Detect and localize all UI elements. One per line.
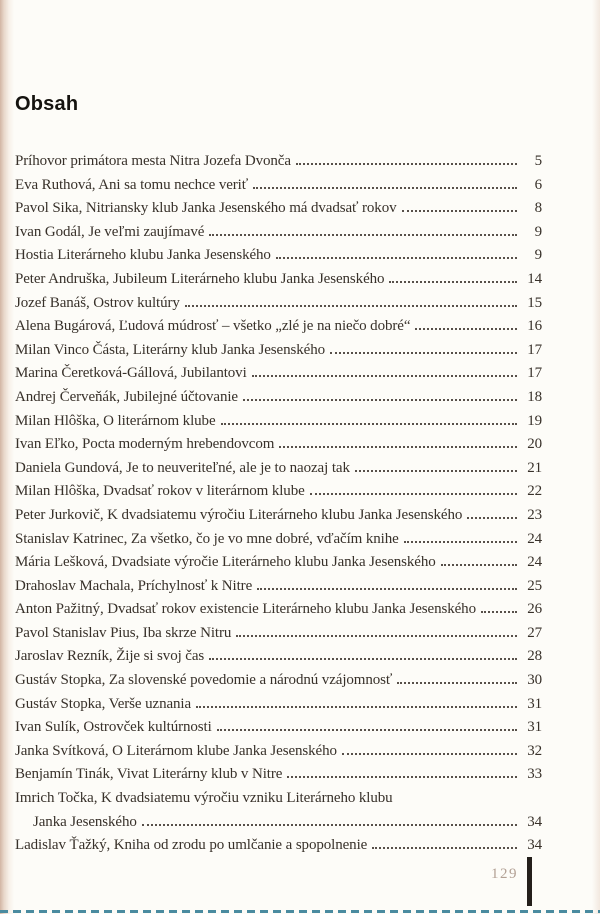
page-left-edge-shadow <box>0 0 14 914</box>
toc-entry-text: Pavol Sika, Nitriansky klub Janka Jesenského má dvadsať rokov <box>15 200 397 217</box>
page-title: Obsah <box>15 93 79 116</box>
toc-entry <box>15 693 542 717</box>
dot-leader <box>209 658 517 660</box>
dot-leader <box>217 729 517 731</box>
dot-leader <box>296 163 517 165</box>
dot-leader <box>253 187 517 189</box>
toc-entry <box>15 480 542 504</box>
toc-entry-text: Peter Andruška, Jubileum Literárneho klubu Janka Jesenského <box>15 270 385 287</box>
toc-entry <box>15 834 542 858</box>
toc-entry <box>15 645 542 669</box>
toc-page-number: 25 <box>527 577 542 594</box>
toc-entry <box>15 292 542 316</box>
toc-entry-text: Pavol Stanislav Pius, Iba skrze Nitru <box>15 624 232 641</box>
dot-leader <box>404 541 517 543</box>
toc-page-number: 27 <box>527 624 542 641</box>
toc-page-number: 31 <box>527 695 542 712</box>
toc-page-number: 9 <box>534 223 542 240</box>
scan-cut-marquee <box>0 910 600 913</box>
toc-page-number: 8 <box>534 200 542 217</box>
toc-entry <box>15 598 542 622</box>
toc-entry-text: Gustáv Stopka, Verše uznania <box>15 695 192 712</box>
toc-entry <box>15 150 542 174</box>
dot-leader <box>342 753 517 755</box>
toc-entry-text: Mária Lešková, Dvadsiate výročie Literárneho klubu Janka Jesenského <box>15 554 436 571</box>
dot-leader <box>257 588 517 590</box>
toc-entry <box>15 716 542 740</box>
toc-entry-text: Jozef Banáš, Ostrov kultúry <box>15 294 180 311</box>
toc-entry <box>15 504 542 528</box>
toc-entry-text: Hostia Literárneho klubu Janka Jesenského <box>15 247 271 264</box>
toc-page-number: 34 <box>527 837 542 854</box>
toc-entry <box>15 787 542 811</box>
toc-entry <box>15 528 542 552</box>
toc-page-number: 6 <box>534 176 542 193</box>
toc-page-number: 18 <box>527 388 542 405</box>
toc-entry <box>15 197 542 221</box>
toc-entry <box>15 763 542 787</box>
toc-entry <box>15 339 542 363</box>
toc-page-number: 31 <box>527 719 542 736</box>
toc-page-number: 26 <box>527 601 542 618</box>
dot-leader <box>415 328 517 330</box>
dot-leader <box>209 234 517 236</box>
toc-entry <box>15 221 542 245</box>
toc-page-number: 9 <box>534 247 542 264</box>
toc-page-number: 5 <box>534 153 542 169</box>
toc-entry-text: Jaroslav Rezník, Žije si svoj čas <box>15 648 205 665</box>
toc-page-number: 15 <box>527 294 542 311</box>
dot-leader <box>279 446 517 448</box>
dot-leader <box>142 824 517 826</box>
toc-page-number: 30 <box>527 672 542 689</box>
toc-page-number: 16 <box>527 318 542 335</box>
toc-entry <box>15 410 542 434</box>
page-right-edge-shadow <box>592 0 600 914</box>
toc-entry-text: Anton Pažitný, Dvadsať rokov existencie Literárneho klubu Janka Jesenského <box>15 601 476 618</box>
toc-entry-text: Benjamín Tinák, Vivat Literárny klub v Nitre <box>15 766 283 783</box>
toc-entry-text: Janka Svítková, O Literárnom klube Janka Jesenského <box>15 742 337 759</box>
dot-leader <box>467 517 517 519</box>
toc-entry <box>15 174 542 198</box>
toc-page-number: 28 <box>527 648 542 665</box>
toc-page-number: 22 <box>527 483 542 500</box>
dot-leader <box>481 611 517 613</box>
toc-page-number: 17 <box>527 341 542 358</box>
toc-page-number: 24 <box>527 554 542 571</box>
dot-leader <box>221 423 517 425</box>
toc-entry <box>15 433 542 457</box>
dot-leader <box>196 706 517 708</box>
table-of-contents <box>15 150 542 858</box>
dot-leader <box>441 564 517 566</box>
toc-entry-text: Gustáv Stopka, Za slovenské povedomie a národnú vzájomnosť <box>15 672 393 689</box>
toc-entry <box>15 268 542 292</box>
toc-entry <box>15 315 542 339</box>
toc-entry-text: Imrich Točka, K dvadsiatemu výročiu vzniku Literárneho klubu <box>15 790 393 807</box>
toc-entry-text: Milan Vinco Částa, Literárny klub Janka Jesenského <box>15 341 326 358</box>
toc-entry <box>15 362 542 386</box>
toc-entry-text: Ivan Godál, Je veľmi zaujímavé <box>15 223 205 240</box>
dot-leader <box>402 210 518 212</box>
toc-entry <box>15 575 542 599</box>
toc-entry-text: Ivan Eľko, Pocta moderným hrebendovcom <box>15 436 275 453</box>
toc-page-number: 34 <box>527 813 542 830</box>
toc-entry <box>15 386 542 410</box>
dot-leader <box>185 305 517 307</box>
toc-entry <box>15 551 542 575</box>
toc-entry-text: Milan Hlôška, Dvadsať rokov v literárnom klube <box>15 483 305 500</box>
dot-leader <box>355 470 517 472</box>
toc-page-number: 33 <box>527 766 542 783</box>
toc-page-number: 14 <box>527 270 542 287</box>
dot-leader <box>310 493 517 495</box>
toc-entry <box>15 669 542 693</box>
toc-entry <box>15 811 542 835</box>
toc-entry <box>15 622 542 646</box>
dot-leader <box>372 847 517 849</box>
dot-leader <box>236 635 517 637</box>
dot-leader <box>243 399 517 401</box>
toc-entry-text: Peter Jurkovič, K dvadsiatemu výročiu Literárneho klubu Janka Jesenského <box>15 506 463 523</box>
toc-entry-text: Janka Jesenského <box>33 813 137 830</box>
toc-entry-text: Ladislav Ťažký, Kniha od zrodu po umlčanie a spopolnenie <box>15 837 368 854</box>
dot-leader <box>287 776 517 778</box>
folio-page-number: 129 <box>491 866 518 882</box>
toc-page-number: 23 <box>527 506 542 523</box>
toc-entry <box>15 457 542 481</box>
toc-entry-text: Daniela Gundová, Je to neuveriteľné, ale je to naozaj tak <box>15 459 350 476</box>
toc-entry-text: Stanislav Katrinec, Za všetko, čo je vo mne dobré, vďačím knihe <box>15 530 399 547</box>
toc-page-number: 24 <box>527 530 542 547</box>
dot-leader <box>330 352 517 354</box>
toc-entry <box>15 244 542 268</box>
dot-leader <box>389 281 517 283</box>
folio-bar-mark <box>527 857 532 906</box>
toc-entry-text: Milan Hlôška, O literárnom klube <box>15 412 216 429</box>
dot-leader <box>252 375 517 377</box>
toc-entry-text: Príhovor primátora mesta Nitra Jozefa Dvonča <box>15 153 291 169</box>
toc-page-number: 21 <box>527 459 542 476</box>
dot-leader <box>397 682 517 684</box>
toc-entry-text: Marina Čeretková-Gállová, Jubilantovi <box>15 365 247 382</box>
toc-page-number: 20 <box>527 436 542 453</box>
toc-entry-text: Andrej Červeňák, Jubilejné účtovanie <box>15 388 238 405</box>
toc-page-number: 17 <box>527 365 542 382</box>
toc-entry-text: Eva Ruthová, Ani sa tomu nechce veriť <box>15 176 249 193</box>
toc-page-number: 32 <box>527 742 542 759</box>
toc-entry <box>15 740 542 764</box>
dot-leader <box>276 257 517 259</box>
toc-entry-text: Ivan Sulík, Ostrovček kultúrnosti <box>15 719 212 736</box>
toc-entry-text: Alena Bugárová, Ľudová múdrosť – všetko „zlé je na niečo dobré“ <box>15 318 411 335</box>
toc-page-number: 19 <box>527 412 542 429</box>
toc-entry-text: Drahoslav Machala, Príchylnosť k Nitre <box>15 577 253 594</box>
